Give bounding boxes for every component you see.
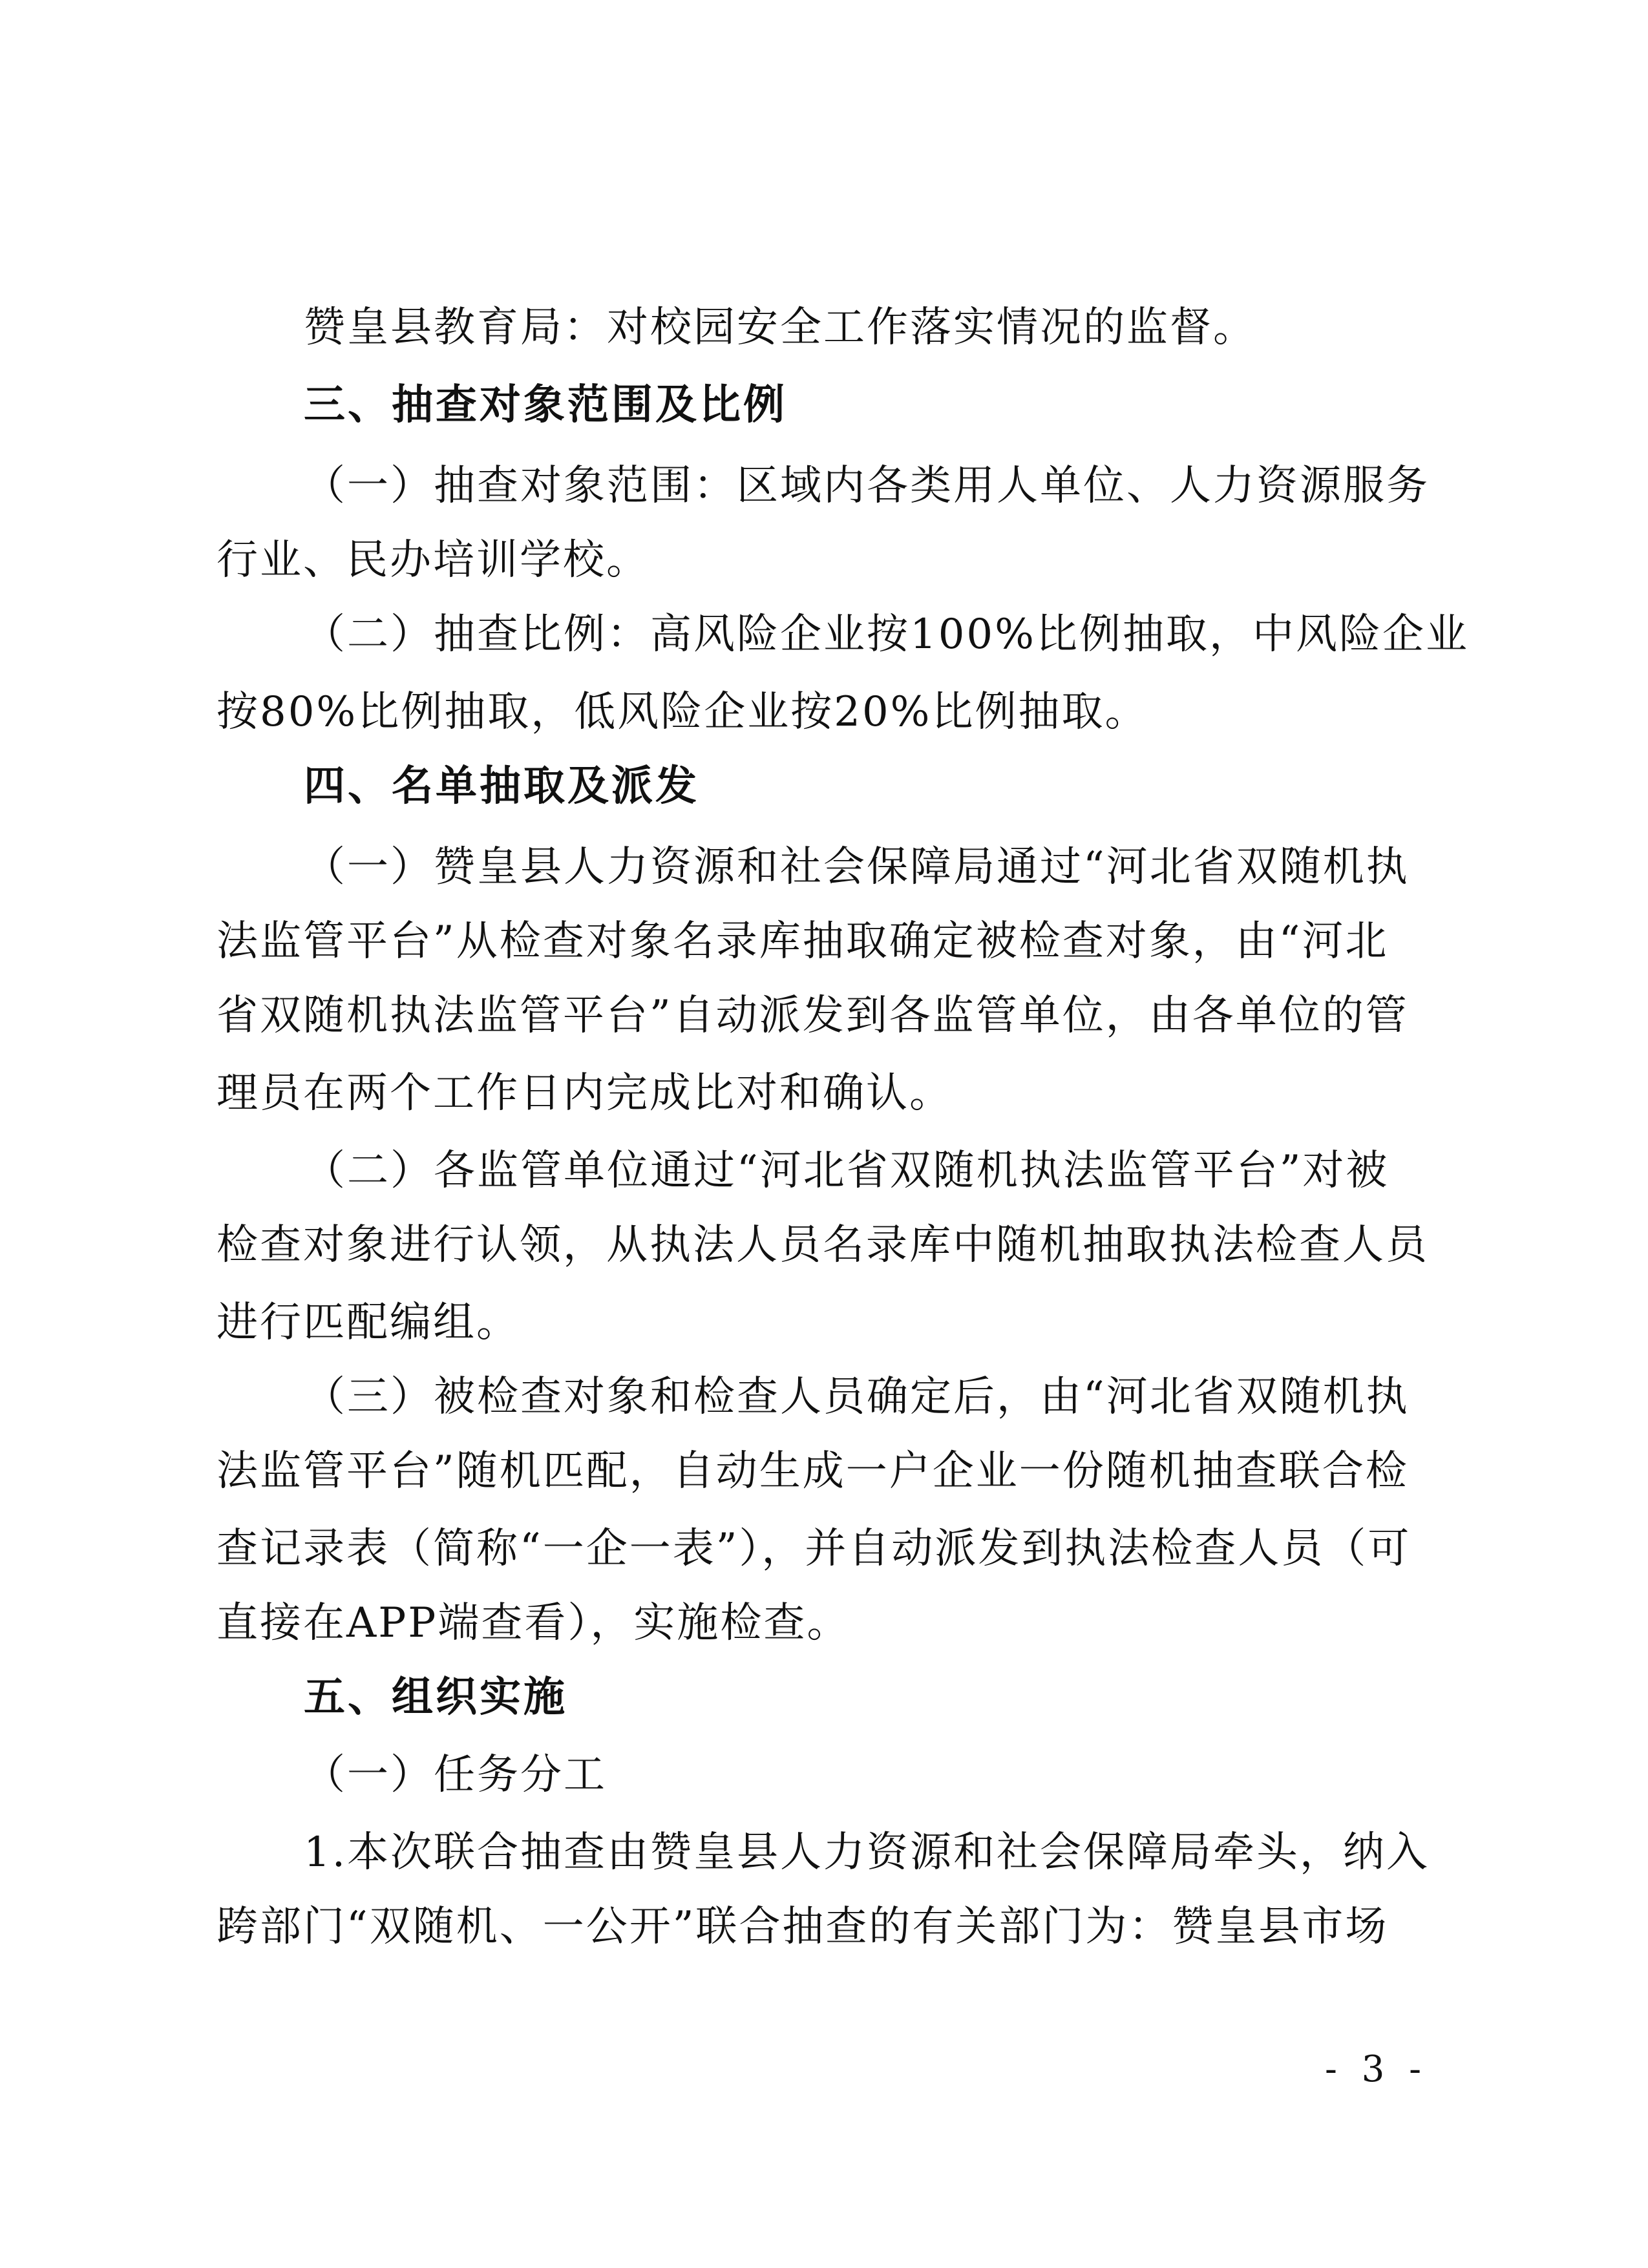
paragraph-line: 直接在APP端查看），实施检查。: [217, 1599, 850, 1647]
paragraph-line: 赞皇县教育局：对校园安全工作落实情况的监督。: [304, 304, 1256, 352]
paragraph-line: 行业、民办培训学校。: [217, 536, 650, 584]
paragraph-line: 法监管平台”随机匹配，自动生成一户企业一份随机抽查联合检: [217, 1447, 1409, 1495]
section-heading: 三、抽查对象范围及比例: [304, 381, 787, 429]
paragraph-line: （一）赞皇县人力资源和社会保障局通过“河北省双随机执: [304, 843, 1410, 891]
section-heading: 四、名单抽取及派发: [304, 762, 699, 810]
paragraph-line: 进行匹配编组。: [217, 1299, 520, 1347]
paragraph-line: 1.本次联合抽查由赞皇县人力资源和社会保障局牵头，纳入: [304, 1829, 1430, 1876]
paragraph-line: （一）任务分工: [304, 1751, 607, 1799]
paragraph-line: 理员在两个工作日内完成比对和确认。: [217, 1069, 953, 1117]
paragraph-line: 查记录表（简称“一企一表”），并自动派发到执法检查人员（可: [217, 1525, 1411, 1573]
paragraph-line: 检查对象进行认领，从执法人员名录库中随机抽取执法检查人员: [217, 1221, 1429, 1269]
paragraph-line: 跨部门“双随机、一公开”联合抽查的有关部门为：赞皇县市场: [217, 1903, 1389, 1951]
paragraph-line: （二）各监管单位通过“河北省双随机执法监管平台”对被: [304, 1147, 1389, 1195]
page-number: - 3 -: [1325, 2048, 1428, 2090]
paragraph-line: 省双随机执法监管平台”自动派发到各监管单位，由各单位的管: [217, 992, 1409, 1040]
section-heading: 五、组织实施: [304, 1674, 567, 1721]
paragraph-line: 法监管平台”从检查对象名录库抽取确定被检查对象，由“河北: [217, 918, 1389, 965]
paragraph-line: （三）被检查对象和检查人员确定后，由“河北省双随机执: [304, 1373, 1410, 1421]
paragraph-line: （二）抽查比例：高风险企业按100%比例抽取，中风险企业: [304, 611, 1469, 658]
paragraph-line: 按80%比例抽取，低风险企业按20%比例抽取。: [217, 688, 1148, 736]
paragraph-line: （一）抽查对象范围：区域内各类用人单位、人力资源服务: [304, 462, 1430, 510]
